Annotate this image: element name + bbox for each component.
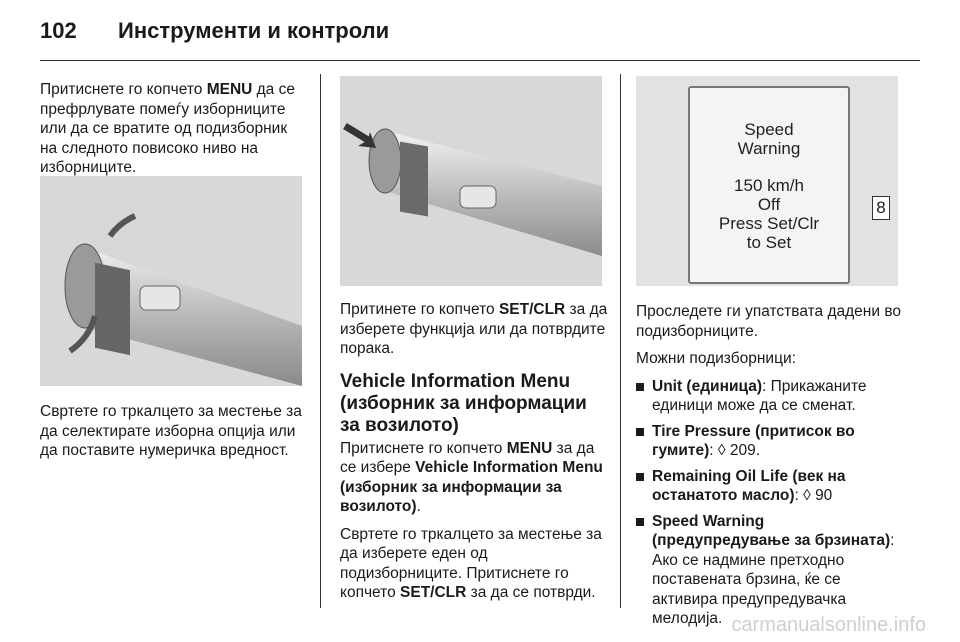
page-number: 102: [40, 18, 77, 43]
display-line-1: Speed: [744, 120, 794, 139]
vehicle-menu-paragraph: Притиснете го копчето MENU за да се избере Vehicle Information Menu (изборник за информации за возилото).: [340, 439, 603, 515]
list-item: Unit (единица): Прикажаните единици може да се сменат.: [636, 377, 906, 416]
list-item: Remaining Oil Life (век на останатото масло): ◊ 90: [636, 467, 906, 506]
submenus-intro: Можни подизборници:: [636, 350, 796, 367]
figure-wheel-stalk: [40, 176, 302, 386]
set-clr-paragraph: Притинете го копчето SET/CLR за да изберете функција или да потврдите порака.: [340, 301, 608, 357]
display-line-6: to Set: [746, 233, 792, 252]
page-header: [40, 14, 920, 54]
bullet-icon: [636, 473, 644, 481]
section-heading: Vehicle Information Menu (изборник за информации за возилото): [340, 370, 587, 436]
figure-number: 8: [872, 196, 890, 220]
display-line-3: 150 km/h: [734, 176, 804, 195]
bullet-icon: [636, 518, 644, 526]
menu-button-paragraph: Притиснете го копчето MENU да се префрлувате помеѓу изборниците или да се вратите од подизборник на следното повисоко ниво на изборниците.: [40, 81, 295, 176]
figure-speed-warning-display: [636, 76, 898, 286]
speed-warning-display: [688, 86, 850, 284]
stalk-wheel-illustration: [40, 176, 302, 386]
column-1: [40, 80, 306, 186]
wheel-paragraph: Свртете го тркалцето за местење за да селектирате изборна опција или да поставите нумеричка вредност.: [40, 403, 302, 459]
display-line-5: Press Set/Clr: [718, 214, 820, 233]
display-line-4: Off: [757, 195, 781, 214]
column-2: [340, 300, 608, 611]
list-item: Speed Warning (предупредување за брзината): Ако се надмине претходно поставената брзина, ќе се активира предупредувачка мелодија.: [636, 512, 906, 629]
set-clr-illustration: [340, 76, 602, 286]
column-3: [636, 302, 906, 635]
follow-instructions-paragraph: Проследете ги упатствата дадени во подизборниците.: [636, 303, 901, 340]
submenu-list: [636, 377, 906, 629]
figure-set-clr-stalk: [340, 76, 602, 286]
submenu-paragraph: Свртете го тркалцето за местење за да изберете еден од подизборниците. Притиснете го копчето SET/CLR за да се потврди.: [340, 525, 602, 601]
column-divider-2: [620, 74, 621, 608]
page-title: Инструменти и контроли: [118, 18, 390, 43]
watermark: carmanualsonline.info: [731, 614, 926, 636]
bullet-icon: [636, 383, 644, 391]
list-item: Tire Pressure (притисок во гумите): ◊ 209.: [636, 422, 906, 461]
display-line-2: Warning: [737, 139, 801, 158]
column-divider-1: [320, 74, 321, 608]
bullet-icon: [636, 428, 644, 436]
header-divider: [40, 60, 920, 61]
column-1-lower: [40, 402, 310, 469]
